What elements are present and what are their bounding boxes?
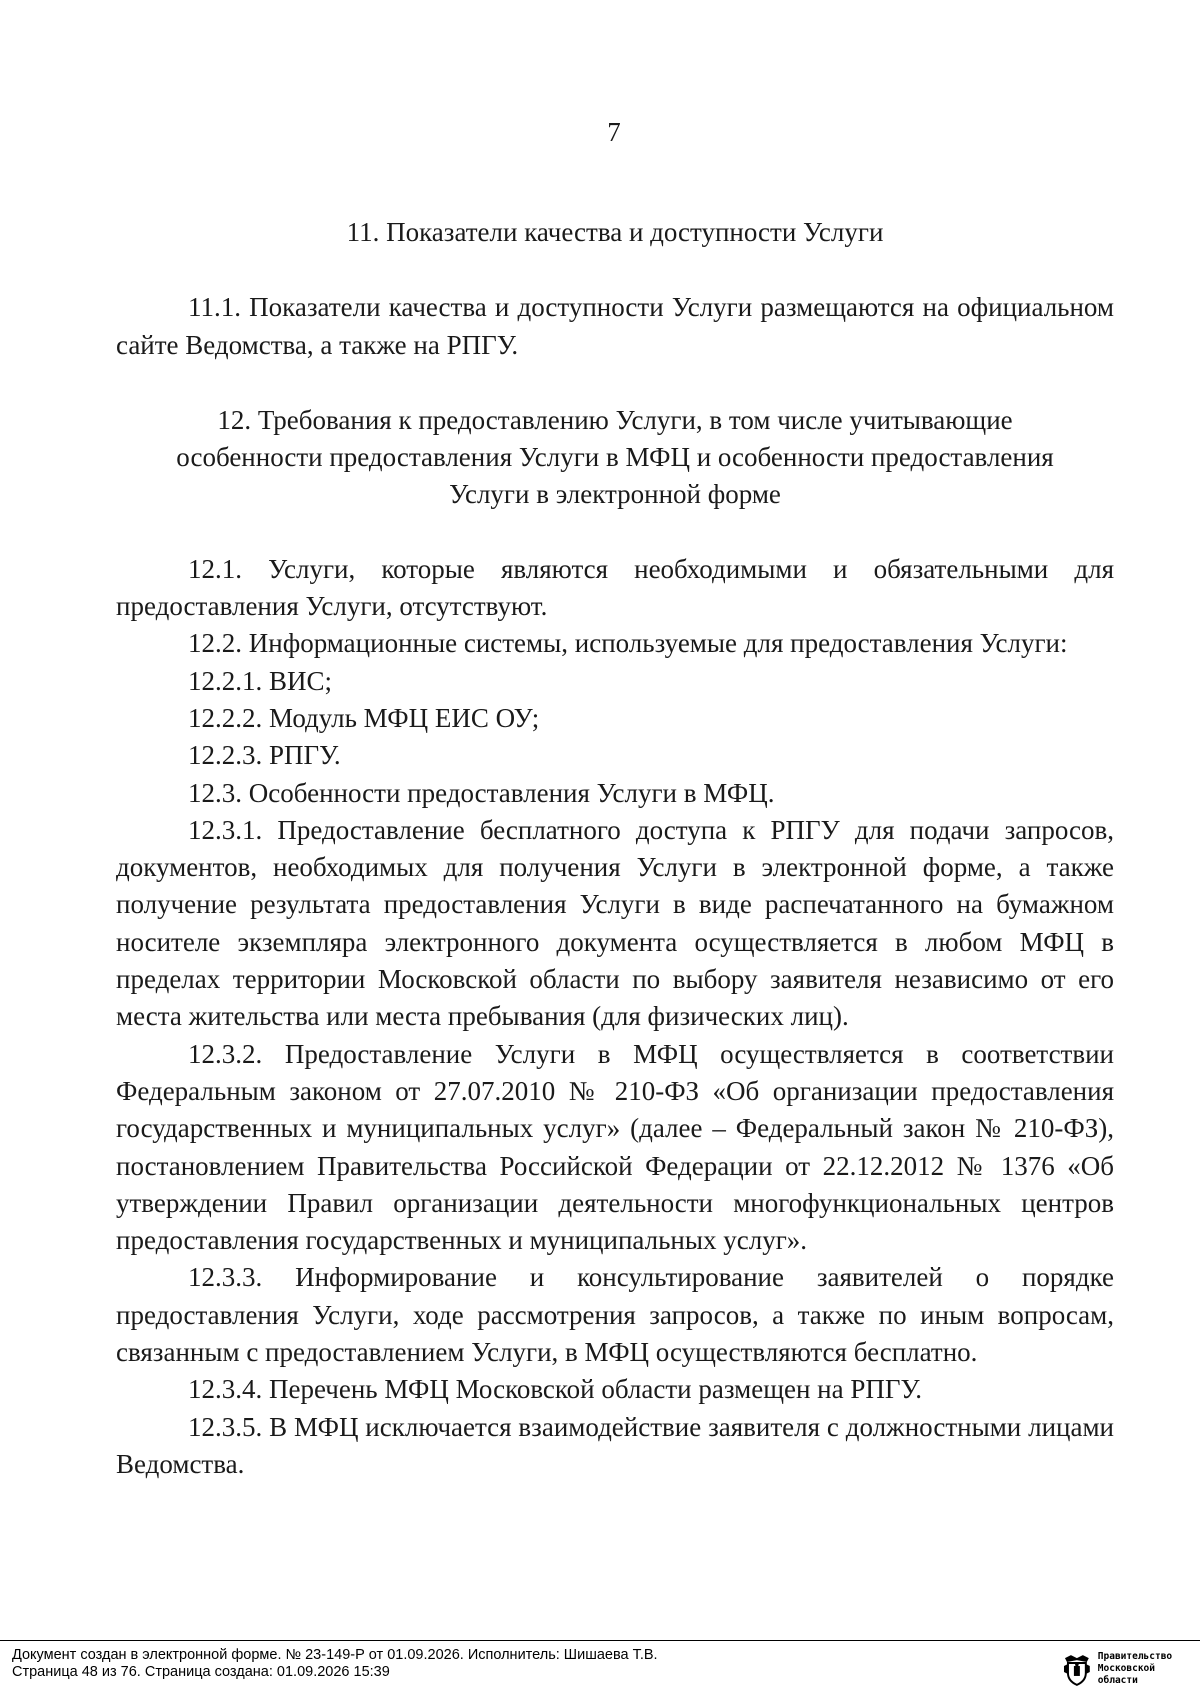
paragraph-12-2-3: 12.2.3. РПГУ. bbox=[188, 740, 341, 771]
document-footer bbox=[0, 1640, 1200, 1686]
government-logo-text bbox=[1098, 1651, 1200, 1687]
paragraph-12-2: 12.2. Информационные системы, используемые для предоставления Услуги: bbox=[188, 628, 1068, 659]
moscow-oblast-emblem-icon bbox=[1062, 1652, 1092, 1686]
paragraph-12-2-1: 12.2.1. ВИС; bbox=[188, 665, 333, 696]
footer-page-line: Страница 48 из 76. Страница создана: 01.09.2026 15:39 bbox=[12, 1664, 390, 1680]
paragraph-12-2-2: 12.2.2. Модуль МФЦ ЕИС ОУ; bbox=[188, 702, 540, 733]
paragraph-12-3-1: 12.3.1. Предоставление бесплатного доступа к РПГУ для подачи запросов, документов, необходимых для получения Услуги в электронной форме, а также получение результата предоставления Услуги в виде распечатанного на бумажном носителе экземпляра электронного документа осуществляется в любом МФЦ в пределах территории Московской области по выбору заявителя независимо от его места жительства или места пребывания (для физических лиц). bbox=[116, 814, 1114, 1032]
footer-document-line: Документ создан в электронной форме. № 23-149-Р от 01.09.2026. Исполнитель: Шишаева Т.В. bbox=[12, 1647, 658, 1663]
logo-line-2: Московской области bbox=[1097, 1663, 1155, 1686]
paragraph-12-1: 12.1. Услуги, которые являются необходимыми и обязательными для предоставления Услуги, отсутствуют. bbox=[116, 553, 1114, 622]
document-body bbox=[116, 214, 1114, 1483]
logo-line-1: Правительство bbox=[1097, 1651, 1173, 1662]
paragraph-12-3-4: 12.3.4. Перечень МФЦ Московской области размещен на РПГУ. bbox=[188, 1374, 922, 1405]
footer-info bbox=[12, 1647, 658, 1681]
paragraph-12-3-3: 12.3.3. Информирование и консультирование заявителей о порядке предоставления Услуги, ходе рассмотрения запросов, а также по иным вопросам, связанным с предоставлением Услуги, в МФЦ осуществляются бесплатно. bbox=[116, 1262, 1114, 1368]
paragraph-12-3-5: 12.3.5. В МФЦ исключается взаимодействие заявителя с должностными лицами Ведомства. bbox=[116, 1411, 1114, 1479]
paragraph-12-3: 12.3. Особенности предоставления Услуги в МФЦ. bbox=[188, 777, 775, 808]
paragraph-12-3-2: 12.3.2. Предоставление Услуги в МФЦ осуществляется в соответствии Федеральным законом от 27.07.2010 № 210-ФЗ «Об организации предоставления государственных и муниципальных услуг» (далее – Федеральный закон № 210-ФЗ), постановлением Правительства Российской Федерации от 22.12.2012 № 1376 «Об утверждении Правил организации деятельности многофункциональных центров предоставления государственных и муниципальных услуг». bbox=[116, 1038, 1114, 1256]
government-logo bbox=[1062, 1651, 1200, 1687]
page-number: 7 bbox=[607, 117, 621, 147]
section-11-heading: 11. Показатели качества и доступности Услуги bbox=[346, 217, 884, 247]
paragraph-11-1: 11.1. Показатели качества и доступности Услуги размещаются на официальном сайте Ведомства, а также на РПГУ. bbox=[116, 292, 1114, 360]
section-12-heading: 12. Требования к предоставлению Услуги, в том числе учитывающие особенности предоставления Услуги в МФЦ и особенности предоставления Услуги в электронной форме bbox=[176, 404, 1054, 510]
